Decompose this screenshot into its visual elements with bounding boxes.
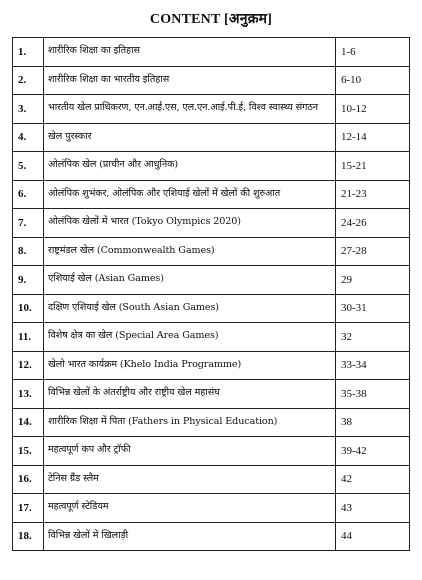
- row-number: 2.: [13, 66, 44, 95]
- row-pages: 21-23: [336, 180, 410, 209]
- contents-row: [13, 494, 410, 523]
- row-topic: ओलंपिक खेल (प्राचीन और आधुनिक): [44, 152, 336, 181]
- contents-row: [13, 209, 410, 238]
- row-pages: 29: [336, 266, 410, 295]
- contents-row: [13, 437, 410, 466]
- row-pages: 44: [336, 522, 410, 551]
- row-pages: 35-38: [336, 380, 410, 409]
- contents-row: [13, 266, 410, 295]
- contents-row: [13, 152, 410, 181]
- row-pages: 10-12: [336, 95, 410, 124]
- row-number: 10.: [13, 294, 44, 323]
- row-number: 9.: [13, 266, 44, 295]
- row-pages: 43: [336, 494, 410, 523]
- contents-row: [13, 408, 410, 437]
- row-topic: शारीरिक शिक्षा का इतिहास: [44, 38, 336, 67]
- row-number: 4.: [13, 123, 44, 152]
- row-pages: 6-10: [336, 66, 410, 95]
- row-pages: 33-34: [336, 351, 410, 380]
- row-number: 16.: [13, 465, 44, 494]
- row-topic: शारीरिक शिक्षा में पिता (Fathers in Physical Education): [44, 408, 336, 437]
- row-pages: 15-21: [336, 152, 410, 181]
- row-topic: शारीरिक शिक्षा का भारतीय इतिहास: [44, 66, 336, 95]
- row-topic: विभिन्न खेलों में खिलाड़ी: [44, 522, 336, 551]
- row-number: 5.: [13, 152, 44, 181]
- row-topic: ओलंपिक खेलों में भारत (Tokyo Olympics 2020): [44, 209, 336, 238]
- row-number: 1.: [13, 38, 44, 67]
- row-topic: भारतीय खेल प्राधिकरण, एन.आई.एस, एल.एन.आई.पी.ई, विश्व स्वास्थ्य संगठन: [44, 95, 336, 124]
- contents-row: [13, 180, 410, 209]
- row-pages: 38: [336, 408, 410, 437]
- row-number: 18.: [13, 522, 44, 551]
- contents-row: [13, 380, 410, 409]
- contents-row: [13, 38, 410, 67]
- contents-row: [13, 237, 410, 266]
- row-topic: विभिन्न खेलों के अंतर्राष्ट्रीय और राष्ट्रीय खेल महासंघ: [44, 380, 336, 409]
- row-topic: महत्वपूर्ण स्टेडियम: [44, 494, 336, 523]
- row-topic: खेलो भारत कार्यक्रम (Khelo India Programme): [44, 351, 336, 380]
- contents-table-body: [13, 38, 410, 551]
- contents-table: [12, 37, 410, 551]
- row-pages: 30-31: [336, 294, 410, 323]
- contents-row: [13, 323, 410, 352]
- row-pages: 42: [336, 465, 410, 494]
- row-pages: 27-28: [336, 237, 410, 266]
- row-number: 3.: [13, 95, 44, 124]
- contents-row: [13, 66, 410, 95]
- row-number: 11.: [13, 323, 44, 352]
- row-topic: विशेष क्षेत्र का खेल (Special Area Games): [44, 323, 336, 352]
- row-number: 12.: [13, 351, 44, 380]
- row-topic: एशियाई खेल (Asian Games): [44, 266, 336, 295]
- row-topic: महत्वपूर्ण कप और ट्रॉफी: [44, 437, 336, 466]
- page-title: CONTENT [अनुक्रम]: [149, 12, 273, 27]
- contents-row: [13, 465, 410, 494]
- row-topic: ओलंपिक शुभंकर, ओलंपिक और एशियाई खेलों में खेलों की शुरुआत: [44, 180, 336, 209]
- row-topic: टेनिस ग्रैंड स्लैम: [44, 465, 336, 494]
- row-number: 17.: [13, 494, 44, 523]
- row-pages: 32: [336, 323, 410, 352]
- row-topic: खेल पुरस्कार: [44, 123, 336, 152]
- contents-row: [13, 123, 410, 152]
- row-topic: दक्षिण एशियाई खेल (South Asian Games): [44, 294, 336, 323]
- row-number: 14.: [13, 408, 44, 437]
- row-topic: राष्ट्रमंडल खेल (Commonwealth Games): [44, 237, 336, 266]
- contents-row: [13, 351, 410, 380]
- row-pages: 1-6: [336, 38, 410, 67]
- contents-row: [13, 95, 410, 124]
- row-pages: 24-26: [336, 209, 410, 238]
- contents-row: [13, 522, 410, 551]
- row-number: 6.: [13, 180, 44, 209]
- row-number: 15.: [13, 437, 44, 466]
- row-pages: 39-42: [336, 437, 410, 466]
- row-pages: 12-14: [336, 123, 410, 152]
- row-number: 13.: [13, 380, 44, 409]
- contents-row: [13, 294, 410, 323]
- row-number: 7.: [13, 209, 44, 238]
- row-number: 8.: [13, 237, 44, 266]
